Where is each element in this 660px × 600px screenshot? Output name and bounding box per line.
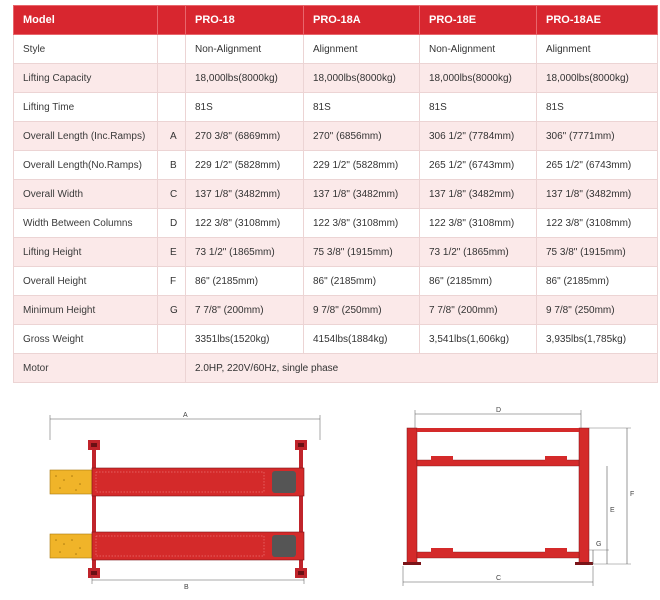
- row-dimension-letter: B: [158, 151, 186, 180]
- cylinder-lower: [272, 535, 296, 557]
- row-label: Lifting Capacity: [14, 64, 158, 93]
- row-value: 86" (2185mm): [186, 267, 304, 296]
- row-dimension-letter: G: [158, 296, 186, 325]
- header-pro-18e: PRO-18E: [420, 6, 537, 35]
- row-value: 270 3/8" (6869mm): [186, 122, 304, 151]
- row-value: 9 7/8" (250mm): [537, 296, 658, 325]
- header-letter: [158, 6, 186, 35]
- header-pro-18: PRO-18: [186, 6, 304, 35]
- table-row: [14, 151, 658, 180]
- row-label: Lifting Height: [14, 238, 158, 267]
- ramp-lower: [50, 534, 92, 558]
- row-value: 122 3/8" (3108mm): [304, 209, 420, 238]
- row-value: 137 1/8" (3482mm): [186, 180, 304, 209]
- table-row: [14, 122, 658, 151]
- row-value: 75 3/8" (1915mm): [537, 238, 658, 267]
- header-pro-18a: PRO-18A: [304, 6, 420, 35]
- row-value: 265 1/2" (6743mm): [420, 151, 537, 180]
- row-dimension-letter: [158, 35, 186, 64]
- motor-value: 2.0HP, 220V/60Hz, single phase: [186, 354, 658, 383]
- table-row: [14, 325, 658, 354]
- row-value: 81S: [537, 93, 658, 122]
- row-label: Minimum Height: [14, 296, 158, 325]
- row-label: Overall Length(No.Ramps): [14, 151, 158, 180]
- row-value: Non-Alignment: [186, 35, 304, 64]
- dim-e-label: E: [610, 507, 615, 514]
- row-value: 18,000lbs(8000kg): [186, 64, 304, 93]
- runway-lower: [50, 532, 304, 560]
- row-value: 122 3/8" (3108mm): [420, 209, 537, 238]
- table-row: [14, 180, 658, 209]
- table-row: [14, 209, 658, 238]
- row-value: 122 3/8" (3108mm): [186, 209, 304, 238]
- table-header-row: [14, 6, 658, 35]
- dim-b-label: B: [184, 584, 189, 591]
- row-value: 86" (2185mm): [420, 267, 537, 296]
- row-value: 81S: [304, 93, 420, 122]
- row-value: 75 3/8" (1915mm): [304, 238, 420, 267]
- ramp-upper: [50, 470, 92, 494]
- table-row: [14, 238, 658, 267]
- row-value: 306" (7771mm): [537, 122, 658, 151]
- runway-lowered: [417, 548, 579, 558]
- row-value: 18,000lbs(8000kg): [304, 64, 420, 93]
- row-value: 265 1/2" (6743mm): [537, 151, 658, 180]
- row-dimension-letter: [158, 325, 186, 354]
- table-row: [14, 93, 658, 122]
- table-row: [14, 64, 658, 93]
- row-value: 18,000lbs(8000kg): [420, 64, 537, 93]
- dim-c-label: C: [496, 575, 502, 582]
- row-value: 137 1/8" (3482mm): [537, 180, 658, 209]
- row-value: 73 1/2" (1865mm): [420, 238, 537, 267]
- row-value: 7 7/8" (200mm): [186, 296, 304, 325]
- table-row: [14, 35, 658, 64]
- cylinder-upper: [272, 471, 296, 493]
- row-value: 137 1/8" (3482mm): [304, 180, 420, 209]
- row-value: 4154lbs(1884kg): [304, 325, 420, 354]
- row-dimension-letter: A: [158, 122, 186, 151]
- row-value: Non-Alignment: [420, 35, 537, 64]
- header-pro-18ae: PRO-18AE: [537, 6, 658, 35]
- dim-f-label: F: [630, 491, 635, 498]
- row-value: 73 1/2" (1865mm): [186, 238, 304, 267]
- row-dimension-letter: E: [158, 238, 186, 267]
- row-value: 81S: [186, 93, 304, 122]
- row-dimension-letter: C: [158, 180, 186, 209]
- row-value: 81S: [420, 93, 537, 122]
- row-value: 86" (2185mm): [304, 267, 420, 296]
- row-value: 122 3/8" (3108mm): [537, 209, 658, 238]
- row-label: Overall Width: [14, 180, 158, 209]
- row-value: 9 7/8" (250mm): [304, 296, 420, 325]
- row-value: 229 1/2" (5828mm): [304, 151, 420, 180]
- dim-g-label: G: [596, 541, 602, 548]
- front-view-diagram: [395, 400, 645, 596]
- row-value: 7 7/8" (200mm): [420, 296, 537, 325]
- dim-a-label: A: [183, 412, 188, 419]
- motor-label: Motor: [14, 354, 186, 383]
- post-bottom-right: [295, 568, 307, 578]
- row-label: Gross Weight: [14, 325, 158, 354]
- row-value: 229 1/2" (5828mm): [186, 151, 304, 180]
- row-label: Lifting Time: [14, 93, 158, 122]
- row-value: 3,541lbs(1,606kg): [420, 325, 537, 354]
- column-left: [407, 428, 417, 564]
- dim-d-label: D: [496, 407, 502, 414]
- row-value: 86" (2185mm): [537, 267, 658, 296]
- row-dimension-letter: F: [158, 267, 186, 296]
- post-bottom-left: [88, 568, 100, 578]
- table-row: [14, 267, 658, 296]
- row-dimension-letter: D: [158, 209, 186, 238]
- post-top-left: [88, 440, 100, 450]
- row-dimension-letter: [158, 64, 186, 93]
- row-value: 3351lbs(1520kg): [186, 325, 304, 354]
- header-model: Model: [14, 6, 158, 35]
- row-value: Alignment: [304, 35, 420, 64]
- row-value: 306 1/2" (7784mm): [420, 122, 537, 151]
- table-row: [14, 296, 658, 325]
- row-label: Style: [14, 35, 158, 64]
- runway-upper: [50, 468, 304, 496]
- row-label: Overall Length (Inc.Ramps): [14, 122, 158, 151]
- row-value: 270" (6856mm): [304, 122, 420, 151]
- row-label: Width Between Columns: [14, 209, 158, 238]
- row-label: Overall Height: [14, 267, 158, 296]
- column-right: [579, 428, 589, 564]
- table-row-motor: [14, 354, 658, 383]
- row-dimension-letter: [158, 93, 186, 122]
- row-value: Alignment: [537, 35, 658, 64]
- post-top-right: [295, 440, 307, 450]
- top-view-diagram: [40, 400, 330, 596]
- runway-raised: [417, 456, 579, 466]
- top-beam: [417, 428, 579, 432]
- spec-table: [13, 5, 658, 383]
- row-value: 137 1/8" (3482mm): [420, 180, 537, 209]
- row-value: 18,000lbs(8000kg): [537, 64, 658, 93]
- row-value: 3,935lbs(1,785kg): [537, 325, 658, 354]
